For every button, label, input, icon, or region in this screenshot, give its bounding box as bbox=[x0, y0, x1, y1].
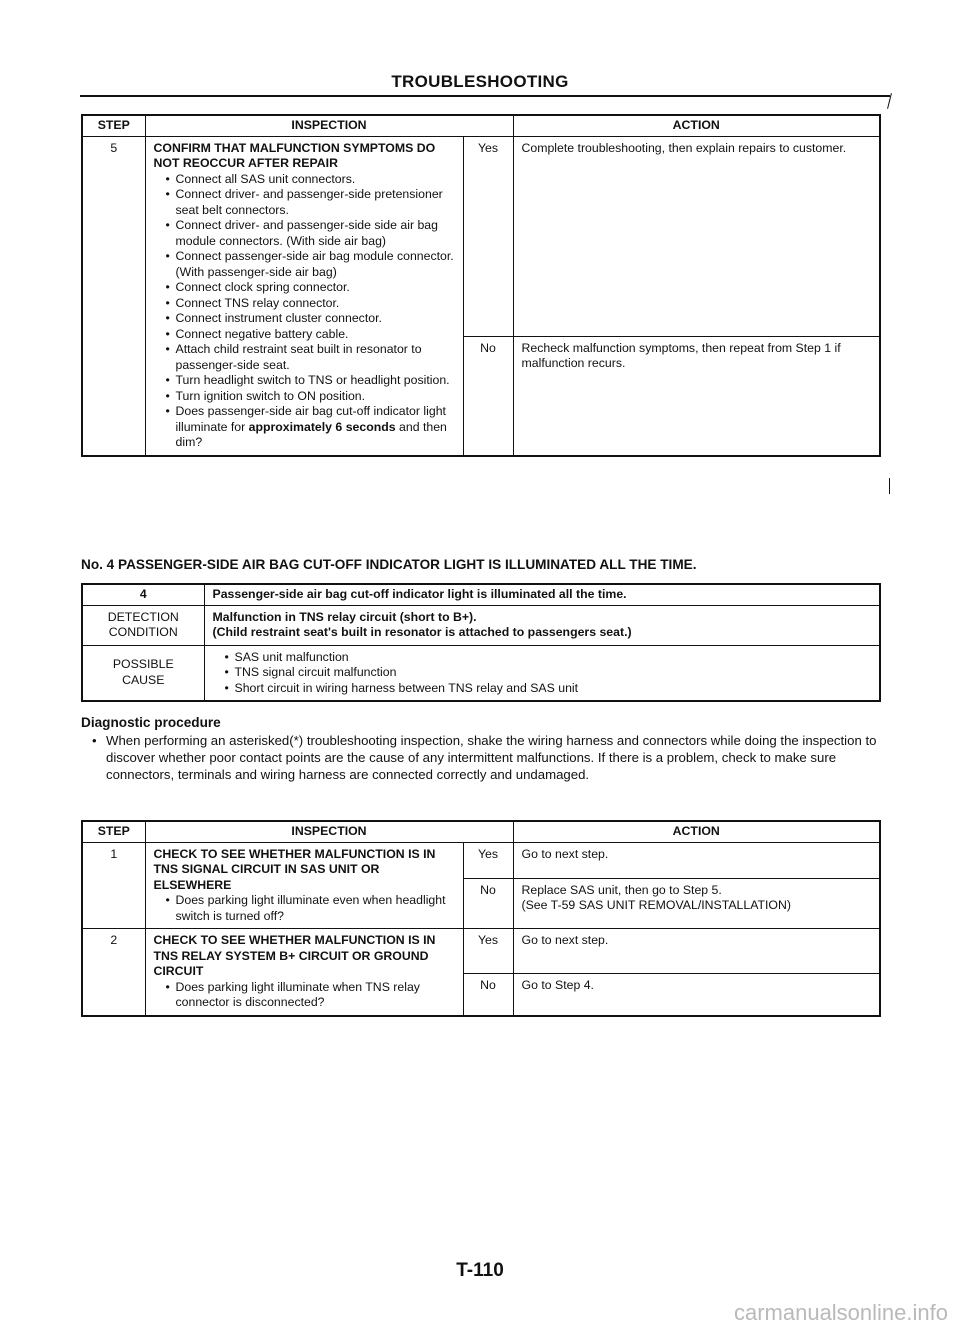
step-number: 1 bbox=[82, 842, 145, 929]
yes-label: Yes bbox=[463, 929, 513, 974]
header-inspection: INSPECTION bbox=[145, 821, 513, 842]
item-text: Does passenger-side air bag cut-off indicator light illuminate for bbox=[175, 404, 446, 434]
action-line: (See T-59 SAS UNIT REMOVAL/INSTALLATION) bbox=[521, 898, 791, 912]
list-item: • Does parking light illuminate even when headlight switch is turned off? bbox=[166, 893, 455, 924]
list-item bbox=[166, 404, 455, 451]
inspection-heading: CHECK TO SEE WHETHER MALFUNCTION IS IN TNS RELAY SYSTEM B+ CIRCUIT OR GROUND CIRCUIT bbox=[153, 933, 436, 978]
header-inspection: INSPECTION bbox=[145, 115, 513, 136]
no-action: Recheck malfunction symptoms, then repeat from Step 1 if malfunction recurs. bbox=[513, 336, 880, 456]
emphasis-text: approximately 6 seconds bbox=[248, 419, 396, 434]
yes-action: Go to next step. bbox=[513, 842, 880, 878]
no-label: No bbox=[463, 974, 513, 1016]
step5-table bbox=[81, 114, 881, 457]
list-item: • Attach child restraint seat built in resonator to passenger-side seat. bbox=[166, 342, 455, 373]
detection-text bbox=[204, 605, 880, 645]
list-item: • Does parking light illuminate when TNS relay connector is disconnected? bbox=[166, 980, 455, 1011]
step-number: 2 bbox=[82, 929, 145, 1016]
list-item: • Turn ignition switch to ON position. bbox=[166, 389, 455, 405]
page-number: T-110 bbox=[456, 1260, 504, 1281]
step-number: 5 bbox=[82, 136, 145, 456]
list-item: • Connect driver- and passenger-side pretensioner seat belt connectors. bbox=[166, 187, 455, 218]
inspection-heading: CONFIRM THAT MALFUNCTION SYMPTOMS DO NOT REOCCUR AFTER REPAIR bbox=[153, 140, 436, 170]
list-item: • Connect all SAS unit connectors. bbox=[166, 172, 455, 188]
diagnostic-title: Diagnostic procedure bbox=[81, 715, 221, 730]
detection-line: Malfunction in TNS relay circuit (short to B+). bbox=[212, 609, 477, 624]
condition-table bbox=[81, 583, 881, 702]
steps-table bbox=[81, 820, 881, 1017]
inspection-list bbox=[154, 172, 455, 451]
no-action bbox=[513, 878, 880, 929]
list-item: • When performing an asterisked(*) troubleshooting inspection, shake the wiring harness and connectors while doing the inspection to discover whether poor contact points are the cause of any intermittent malfunctions. If there is a problem, check to make sure connectors, terminals and wiring harness are connected correctly and undamaged. bbox=[92, 733, 882, 783]
list-item: • Connect instrument cluster connector. bbox=[166, 311, 455, 327]
list-item: • SAS unit malfunction bbox=[225, 650, 872, 666]
list-item: • Short circuit in wiring harness between TNS relay and SAS unit bbox=[225, 681, 872, 697]
action-line: Replace SAS unit, then go to Step 5. bbox=[521, 882, 722, 897]
cause-list bbox=[213, 650, 872, 697]
yes-action: Go to next step. bbox=[513, 929, 880, 974]
no-action bbox=[513, 974, 880, 1016]
inspection-cell bbox=[145, 842, 463, 929]
condition-number: 4 bbox=[82, 584, 204, 605]
yes-action: Complete troubleshooting, then explain repairs to customer. bbox=[513, 136, 880, 336]
margin-mark bbox=[889, 478, 890, 494]
page-title: TROUBLESHOOTING bbox=[391, 72, 569, 91]
condition-text: Passenger-side air bag cut-off indicator light is illuminated all the time. bbox=[204, 584, 880, 605]
list-item: • Turn headlight switch to TNS or headlight position. bbox=[166, 373, 455, 389]
possible-cause-cell bbox=[204, 645, 880, 701]
inspection-cell bbox=[145, 136, 463, 456]
list-item: • Connect passenger-side air bag module connector. (With passenger-side air bag) bbox=[166, 249, 455, 280]
inspection-cell bbox=[145, 929, 463, 1016]
diagnostic-text bbox=[92, 733, 882, 783]
title-rule bbox=[80, 95, 890, 97]
possible-cause-label: POSSIBLE CAUSE bbox=[82, 645, 204, 701]
watermark: carmanualsonline.info bbox=[733, 1300, 948, 1325]
yes-label: Yes bbox=[463, 136, 513, 336]
detection-line: (Child restraint seat's built in resonator is attached to passengers seat.) bbox=[212, 625, 632, 639]
yes-label: Yes bbox=[463, 842, 513, 878]
list-item: • Connect driver- and passenger-side side air bag module connectors. (With side air bag) bbox=[166, 218, 455, 249]
header-step: STEP bbox=[82, 821, 145, 842]
header-action: ACTION bbox=[513, 115, 880, 136]
header-action: ACTION bbox=[513, 821, 880, 842]
list-item: • Connect negative battery cable. bbox=[166, 327, 455, 343]
action-line: Go to Step 4. bbox=[521, 978, 594, 992]
detection-label: DETECTION CONDITION bbox=[82, 605, 204, 645]
item-text: and then dim? bbox=[175, 419, 447, 449]
inspection-heading: CHECK TO SEE WHETHER MALFUNCTION IS IN TNS SIGNAL CIRCUIT IN SAS UNIT OR ELSEWHERE bbox=[153, 846, 436, 892]
list-item: • Connect clock spring connector. bbox=[166, 280, 455, 296]
section-heading: No. 4 PASSENGER-SIDE AIR BAG CUT-OFF INDICATOR LIGHT IS ILLUMINATED ALL THE TIME. bbox=[81, 557, 697, 572]
no-label: No bbox=[463, 878, 513, 929]
list-item: • TNS signal circuit malfunction bbox=[225, 665, 872, 681]
no-label: No bbox=[463, 336, 513, 456]
header-step: STEP bbox=[82, 115, 145, 136]
list-item: • Connect TNS relay connector. bbox=[166, 296, 455, 312]
